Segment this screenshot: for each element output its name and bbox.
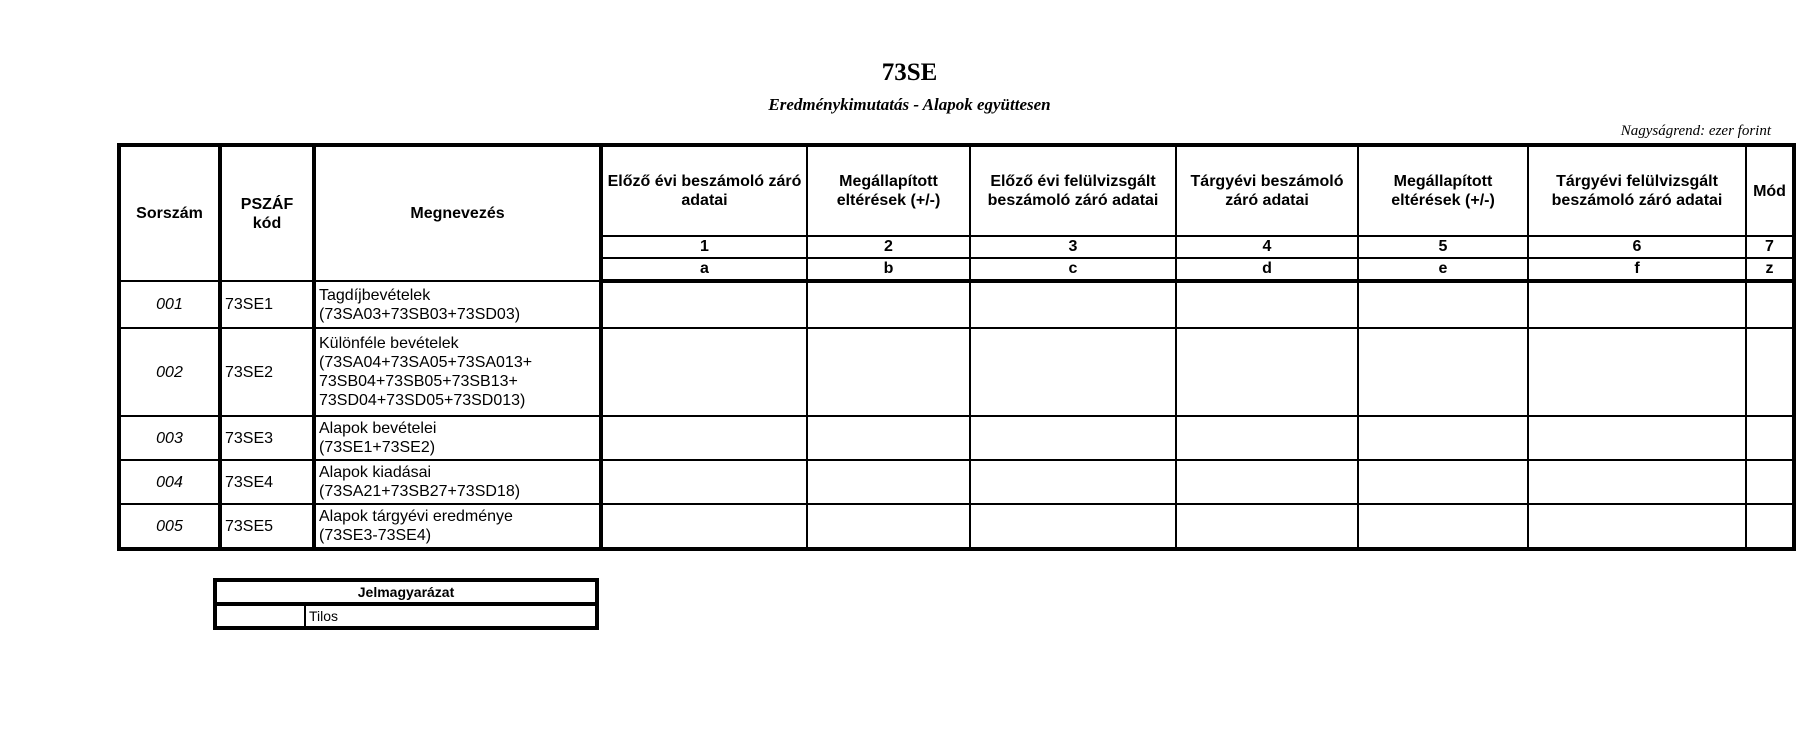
header-col5: Megállapított eltérések (+/-) [1358,145,1528,236]
value-cell[interactable] [970,328,1176,416]
value-cell[interactable] [1358,460,1528,504]
row-number: 001 [119,281,220,328]
value-cell[interactable] [1746,416,1794,460]
header-col7: Mód [1746,145,1794,236]
table-row [119,504,1794,549]
value-cell[interactable] [807,328,970,416]
value-cell[interactable] [807,460,970,504]
row-name-line: (73SA21+73SB27+73SD18) [319,483,521,500]
header-col4: Tárgyévi beszámoló záró adatai [1176,145,1358,236]
legend-swatch [215,604,305,628]
row-name-line: (73SA03+73SB03+73SD03) [319,305,521,323]
col-letter: b [807,258,970,281]
value-cell[interactable] [970,416,1176,460]
row-name [314,416,601,460]
col-letter: e [1358,258,1528,281]
header-col1: Előző évi beszámoló záró adatai [601,145,807,236]
col-number: 3 [970,236,1176,258]
value-cell[interactable] [1528,328,1746,416]
header-col3: Előző évi felülvizsgált beszámoló záró adatai [970,145,1176,236]
header-pszaf-kod: PSZÁF kód [220,145,314,281]
value-cell[interactable] [601,328,807,416]
value-cell[interactable] [1358,281,1528,328]
col-number: 7 [1746,236,1794,258]
row-name [314,328,601,416]
row-name [314,460,601,504]
table-row [119,328,1794,416]
value-cell[interactable] [807,504,970,549]
col-number: 4 [1176,236,1358,258]
row-name-line: Különféle bevételek [319,335,459,352]
value-cell[interactable] [807,416,970,460]
value-cell[interactable] [1358,328,1528,416]
row-name [314,281,601,328]
value-cell[interactable] [1528,504,1746,549]
page-subtitle: Eredménykimutatás - Alapok együttesen [768,95,1051,114]
row-name-line: Alapok tárgyévi eredménye [319,508,513,525]
value-cell[interactable] [1176,460,1358,504]
value-cell[interactable] [601,416,807,460]
row-number: 003 [119,416,220,460]
row-number: 002 [119,328,220,416]
value-cell[interactable] [1746,328,1794,416]
row-name-line: Alapok kiadásai [319,464,432,481]
legend-item-label: Tilos [305,604,597,628]
header-col6: Tárgyévi felülvizsgált beszámoló záró adatai [1528,145,1746,236]
row-code: 73SE2 [220,328,314,416]
header-megnevezes: Megnevezés [314,145,601,281]
col-number: 2 [807,236,970,258]
header-col2: Megállapított eltérések (+/-) [807,145,970,236]
row-name-line: Alapok bevételei [319,420,437,437]
col-letter: f [1528,258,1746,281]
row-name-line: (73SE1+73SE2) [319,439,436,456]
value-cell[interactable] [1176,416,1358,460]
table-row [119,416,1794,460]
value-cell[interactable] [970,281,1176,328]
row-code: 73SE5 [220,504,314,549]
header-sorszam: Sorszám [119,145,220,281]
col-letter: c [970,258,1176,281]
value-cell[interactable] [1176,328,1358,416]
row-name-line: 73SD04+73SD05+73SD013) [319,392,526,409]
row-name-line: (73SA04+73SA05+73SA013+ [319,354,533,371]
page-title: 73SE [881,59,938,86]
col-letter: z [1746,258,1794,281]
row-number: 004 [119,460,220,504]
value-cell[interactable] [1746,460,1794,504]
row-number: 005 [119,504,220,549]
table-row [119,460,1794,504]
value-cell[interactable] [601,460,807,504]
value-cell[interactable] [601,281,807,328]
row-name [314,504,601,549]
value-cell[interactable] [1528,416,1746,460]
value-cell[interactable] [1746,281,1794,328]
col-letter: a [601,258,807,281]
value-cell[interactable] [970,504,1176,549]
legend-table [213,578,599,630]
report-table [117,143,1796,551]
row-code: 73SE1 [220,281,314,328]
col-number: 5 [1358,236,1528,258]
value-cell[interactable] [1746,504,1794,549]
unit-note: Nagyságrend: ezer forint [1620,123,1771,139]
legend-title: Jelmagyarázat [215,580,597,604]
value-cell[interactable] [807,281,970,328]
col-number: 6 [1528,236,1746,258]
table-row [119,281,1794,328]
value-cell[interactable] [970,460,1176,504]
row-name-line: Tagdíjbevételek [319,286,431,304]
row-code: 73SE3 [220,416,314,460]
value-cell[interactable] [1358,416,1528,460]
value-cell[interactable] [1176,504,1358,549]
row-name-line: (73SE3-73SE4) [319,527,432,544]
value-cell[interactable] [601,504,807,549]
row-code: 73SE4 [220,460,314,504]
col-letter: d [1176,258,1358,281]
value-cell[interactable] [1358,504,1528,549]
col-number: 1 [601,236,807,258]
value-cell[interactable] [1176,281,1358,328]
value-cell[interactable] [1528,281,1746,328]
value-cell[interactable] [1528,460,1746,504]
row-name-line: 73SB04+73SB05+73SB13+ [319,373,518,390]
